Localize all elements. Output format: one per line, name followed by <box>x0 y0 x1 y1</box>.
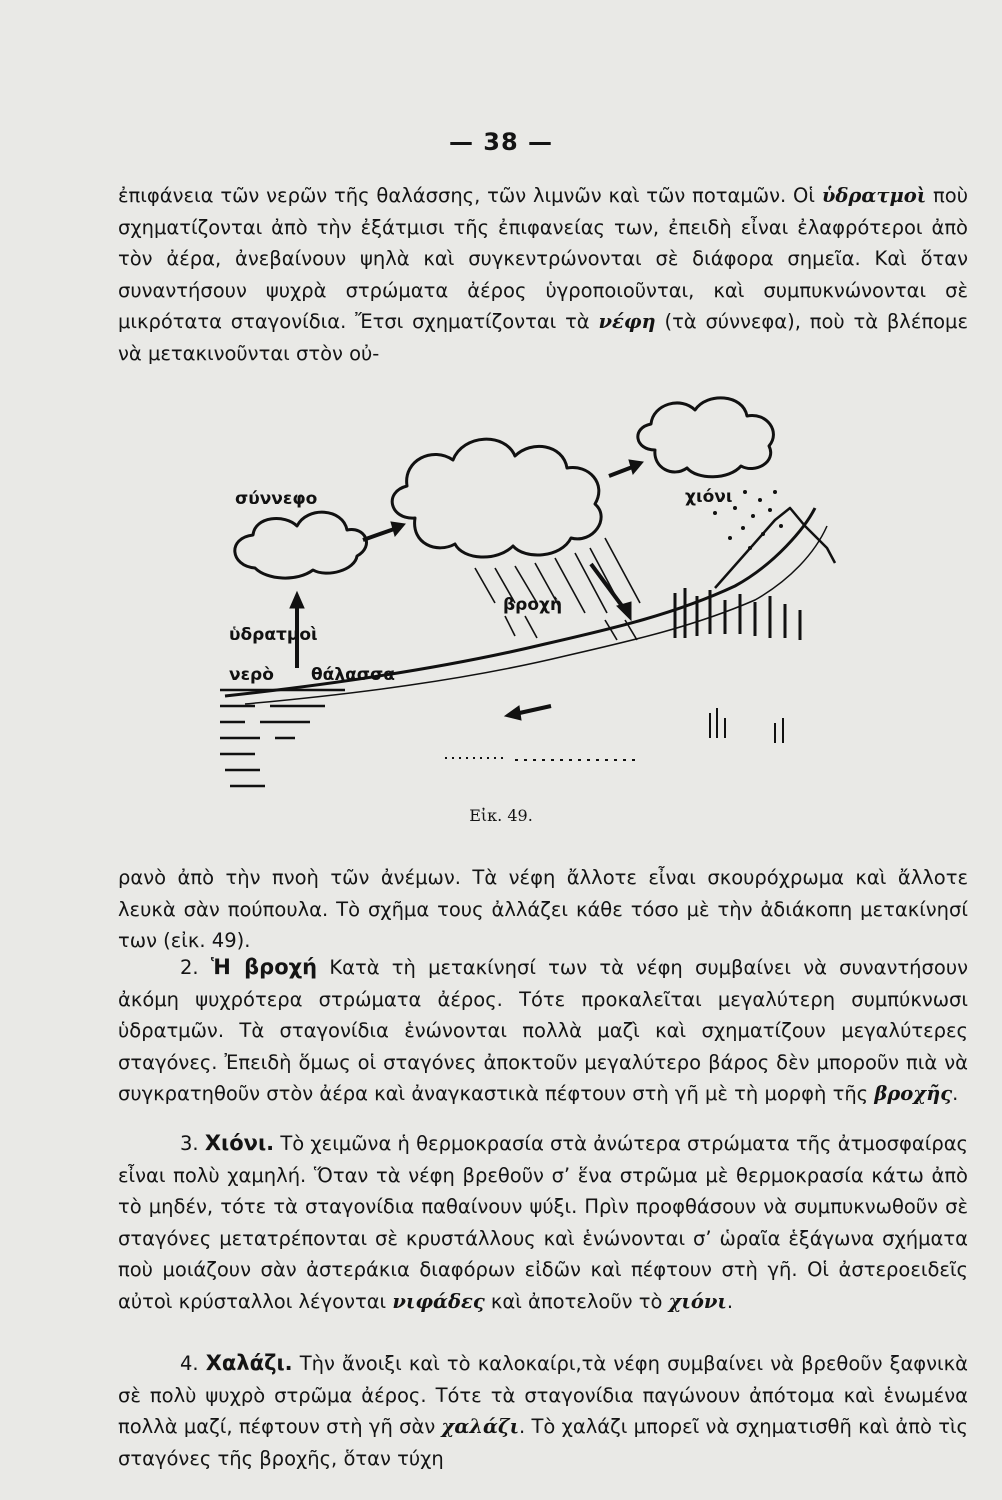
left-cloud <box>235 512 367 578</box>
term-snow: χιόνι <box>668 1289 727 1313</box>
upper-right-cloud <box>638 398 774 477</box>
intro-paragraph <box>118 180 968 369</box>
snow-section <box>118 1128 968 1317</box>
term-clouds: νέφη <box>598 310 656 333</box>
label-cloud: σύννεφο <box>235 489 318 509</box>
snow-heading: Χιόνι. <box>204 1131 275 1155</box>
hail-text-2: . Τὸ χαλάζι μπορεῖ νὰ σχηματισθῆ καὶ ἀπὸ τὶς σταγόνες τῆς βροχῆς, ὅταν τύχη <box>118 1415 968 1470</box>
rain-text: Κατὰ τὴ μετακίνησί των τὰ νέφη συμβαίνει νὰ συναντήσουν ἀκόμη ψυχρότερα στρώματα ἀέρος. Τότε προκαλεῖται μεγαλύτερη συμπύκνωσι ὑδρατμῶν. Τὰ σταγονίδια ἑνώνονται πολλὰ μαζὶ καὶ σχηματίζουν μεγαλύτερες σταγόνες. Ἐπειδὴ ὅμως οἱ σταγόνες ἀποκτοῦν μεγαλύτερο βάρος δὲν μποροῦν πιὰ νὰ συγκρατηθοῦν στὸν ἀέρα καὶ ἀναγκαστικὰ πέφτουν στὴ γῆ μὲ τὴ μορφὴ τῆς <box>118 956 968 1105</box>
hail-text: Τὴν ἄνοιξι καὶ τὸ καλοκαίρι,τὰ νέφη συμβαίνει νὰ βρεθοῦν ξαφνικὰ σὲ πολὺ ψυχρὸ στρῶμα ἀέρος. Τότε τὰ σταγονίδια παγώνουν ἀπότομα καὶ ἑνωμένα πολλὰ μαζί, πέφτουν στὴ γῆ σὰν <box>118 1352 969 1438</box>
label-sea: θάλασσα <box>311 665 395 685</box>
water-cycle-figure <box>215 388 845 808</box>
snow-number: 3. <box>180 1132 199 1155</box>
snow-text: Τὸ χειμῶνα ἡ θερμοκρασία στὰ ἀνώτερα στρώματα τῆς ἀτμοσφαίρας εἶναι πολὺ χαμηλή. Ὅταν τὰ νέφη βρεθοῦν σ’ ἕνα στρῶμα μὲ θερμοκρασία κάτω ἀπὸ τὸ μηδέν, τότε τὰ σταγονίδια παθαίνουν ψύξι. Πρὶν προφθάσουν νὰ συμπυκνωθοῦν σὲ σταγόνες μετατρέπονται σὲ κρυστάλλους καὶ ἑνώνονται σ’ ὡραῖα ἑξάγωνα σχήματα ποὺ μοιάζουν σὰν ἀστεράκια διαφόρων εἰδῶν καὶ πέφτουν στὴ γῆ. Οἱ ἀστεροειδεῖς αὐτοὶ κρύσταλλοι λέγονται <box>118 1132 968 1313</box>
term-hail: χαλάζι <box>441 1415 520 1438</box>
snow-end: . <box>726 1289 734 1313</box>
hail-heading: Χαλάζι. <box>205 1351 293 1375</box>
term-rain: βροχῆς <box>874 1082 953 1105</box>
label-vapor: ὑδρατμοὶ <box>229 625 318 645</box>
continuation-paragraph: ρανὸ ἀπὸ τὴν πνοὴ τῶν ἀνέμων. Τὰ νέφη ἄλλοτε εἶναι σκουρόχρωμα καὶ ἄλλοτε λευκὰ σὰν πούπουλα. Τὸ σχῆμα τους ἀλλάζει κάθε τόσο μὲ τὴν ἀδιάκοπη μετακίνησί των (εἰκ. 49). <box>118 866 968 952</box>
term-snowflakes: νιφάδες <box>392 1289 485 1313</box>
hail-number: 4. <box>180 1352 199 1375</box>
mountain <box>715 508 835 588</box>
intro-text-2: ποὺ σχηματίζονται ἀπὸ τὴν ἐξάτμισι τῆς ἐπιφανείας των, ἐπειδὴ εἶναι ἐλαφρότεροι ἀπὸ τὸν ἀέρα, ἀνεβαίνουν ψηλὰ καὶ συγκεντρώνονται σὲ διάφορα σημεῖα. Καὶ ὅταν συναντήσουν ψυχρὰ στρώματα ἀέρος ὑγροποιοῦνται, καὶ συμπυκνώνονται σὲ μικρότατα σταγονίδια. Ἔτσι σχηματίζονται τὰ <box>118 184 969 333</box>
label-snow: χιόνι <box>685 487 733 507</box>
intro-text-1: ἐπιφάνεια τῶν νερῶν τῆς θαλάσσης, τῶν λιμνῶν καὶ τῶν ποταμῶν. Οἱ <box>118 184 822 207</box>
rain-heading: Ἡ βροχή <box>210 955 318 979</box>
forest <box>675 588 800 640</box>
term-vapor: ὑδρατμοὶ <box>821 184 927 207</box>
label-rain: βροχὴ <box>503 595 563 615</box>
rain-end: . <box>952 1082 959 1105</box>
bushes <box>445 708 783 760</box>
snow-mid: καὶ ἀποτελοῦν τὸ <box>484 1289 669 1313</box>
middle-cloud <box>392 439 601 557</box>
intro-text-3: (τὰ σύννεφα), ποὺ τὰ βλέπομε νὰ μετακινοῦνται στὸν οὐ- <box>118 310 968 365</box>
page-number: — 38 — <box>448 128 554 156</box>
label-water: νερὸ <box>229 665 274 685</box>
hail-section <box>118 1348 968 1474</box>
figure-caption: Εἰκ. 49. <box>469 806 533 825</box>
sea-lines <box>220 690 345 786</box>
rain-section <box>118 952 968 1110</box>
rain-number: 2. <box>180 956 199 979</box>
